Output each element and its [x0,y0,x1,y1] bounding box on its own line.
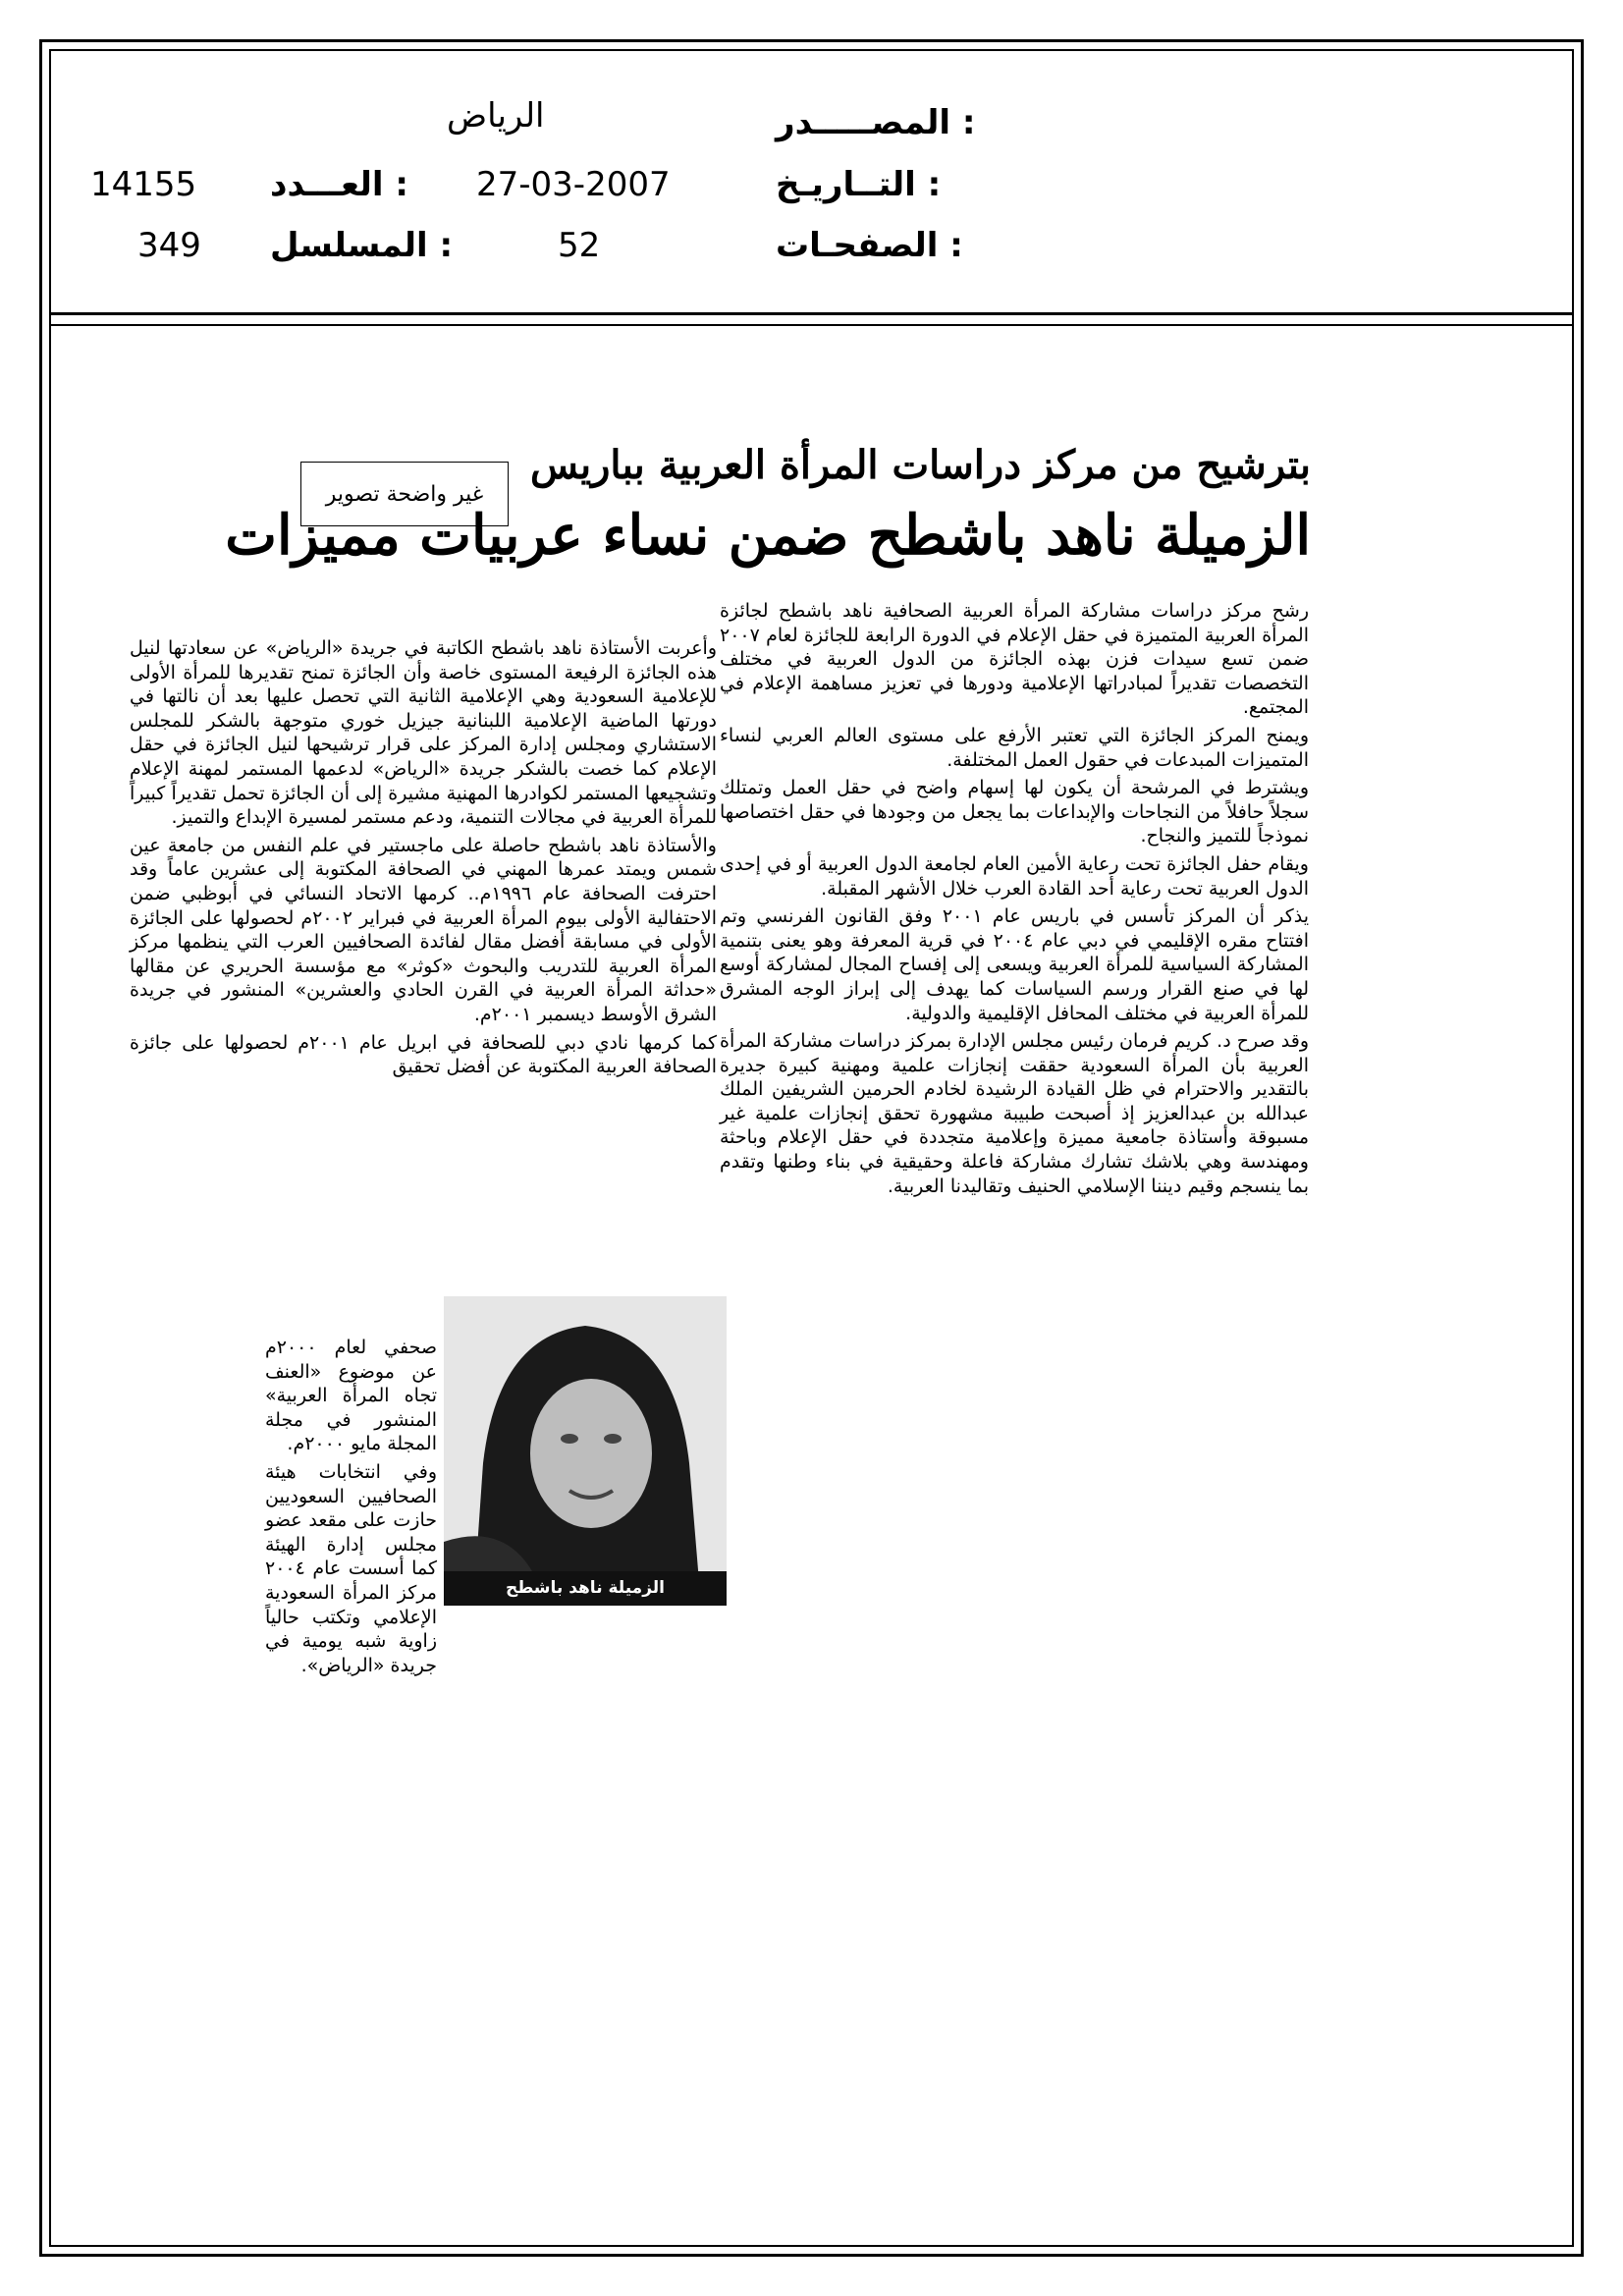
source-label: المصـــــدر : [776,103,976,142]
article-left-column [130,636,717,1083]
paragraph: وفي انتخابات هيئة الصحافيين السعوديين حازت على مقعد عضو مجلس إدارة الهيئة كما أسست عام ٢٠٠٤ مركز المرأة السعودية الإعلامي وتكتب حالياً زاوية شبه يومية في جريدة «الرياض». [265,1460,437,1676]
paragraph: كما كرمها نادي دبي للصحافة في ابريل عام ٢٠٠١م لحصولها على جائزة الصحافة العربية المكتوبة عن أفضل تحقيق [130,1031,717,1078]
date-label: التــاريـخ : [776,165,942,204]
paragraph: وأعربت الأستاذة ناهد باشطح الكاتبة في جريدة «الرياض» عن سعادتها لنيل هذه الجائزة الرفيعة المستوى خاصة وأن الجائزة تمنح تقديرها للمرأة الأولى للإعلامية السعودية وهي الإعلامية الثانية التي تحصل عليها بعد أن نالتها في دورتها الماضية الإعلامية اللبنانية جيزيل خوري متوجهة بالشكر للمجلس الاستشاري ومجلس إدارة المركز على قرار ترشيحها لنيل الجائزة في حقل الإعلام كما خصت بالشكر جريدة «الرياض» لدعمها المستمر لمهنة الإعلام وتشجيعها المستمر لكوادرها المهنية مشيرة إلى أن الجائزة تحمل تقديراً كبيراً للمرأة العربية في مجالات التنمية، ودعم مستمر لمسيرة الإبداع والتميز. [130,637,717,829]
pages-label: الصفحـات : [776,226,963,265]
date-value: 27-03-2007 [476,165,671,204]
photo-caption: الزميلة ناهد باشطح [505,1578,665,1598]
header-divider-inner [49,324,1574,326]
source-value: الرياض [447,96,545,136]
paragraph: ويشترط في المرشحة أن يكون لها إسهام واضح في حقل العمل وتمتلك سجلاً حافلاً من النجاحات والإبداعات بما يجعل من وجودها في حقل اختصاصها نموذجاً للتميز والنجاح. [720,777,1309,847]
issue-label: العـــدد : [270,165,409,204]
unclear-copy-stamp: غير واضحة تصوير [300,462,509,526]
portrait-photo [444,1296,727,1606]
paragraph: وقد صرح د. كريم فرمان رئيس مجلس الإدارة بمركز دراسات مشاركة المرأة العربية بأن المرأة السعودية حققت إنجازات علمية ومهنية كبيرة جديرة بالتقدير والاحترام في ظل القيادة الرشيدة لخادم الحرمين الشريفين الملك عبدالله بن عبدالعزيز إذ أصبحت طبيبة مشهورة تحقق إنجازات علمية غير مسبوقة وأستاذة جامعية مميزة وإعلامية متجددة في حقل الإعلام وباحثة ومهندسة وهي بلاشك تشارك مشاركة فاعلة وحقيقية في بناء وطنها وتقدم بما ينسجم وقيم ديننا الإسلامي الحنيف وتقاليدنا العربية. [720,1030,1309,1197]
paragraph: ويمنح المركز الجائزة التي تعتبر الأرفع على مستوى العالم العربي لنساء المتميزات المبدعات في حقول العمل المختلفة. [720,724,1309,771]
pages-value: 52 [558,226,601,265]
header-divider [49,312,1574,315]
paragraph: رشح مركز دراسات مشاركة المرأة العربية الصحافية ناهد باشطح لجائزة المرأة العربية المتميزة في حقل الإعلام في الدورة الرابعة للجائزة لعام ٢٠٠٧ ضمن تسع سيدات فزن بهذه الجائزة من الدول العربية في مختلف التخصصات تقديراً لمبادراتها الإعلامية ودورها في تعزيز مساهمة الإعلام في المجتمع. [720,600,1309,719]
serial-label: المسلسل : [270,226,454,265]
article-narrow-column [265,1336,437,1681]
article-subtitle: بترشيح من مركز دراسات المرأة العربية بباريس [529,442,1311,488]
article-right-column [720,599,1309,1202]
issue-value: 14155 [90,165,197,204]
paragraph: ويقام حفل الجائزة تحت رعاية الأمين العام لجامعة الدول العربية أو في إحدى الدول العربية تحت رعاية أحد القادة العرب خلال الأشهر المقبلة. [720,852,1309,900]
paragraph: يذكر أن المركز تأسس في باريس عام ٢٠٠١ وفق القانون الفرنسي وتم افتتاح مقره الإقليمي في دبي عام ٢٠٠٤ في قرية المعرفة وهو يعنى بتنمية المشاركة السياسية للمرأة العربية ويسعى إلى إفساح المجال لمشاركة أوسع لها في صنع القرار ورسم السياسات كما يهدف إلى إبراز الوجه المشرق للمرأة العربية في مختلف المحافل الإقليمية والدولية. [720,905,1310,1024]
portrait-image [444,1296,727,1606]
paragraph: صحفي لعام ٢٠٠٠م عن موضوع «العنف تجاه المرأة العربية» المنشور في مجلة المجلة مايو ٢٠٠٠م. [265,1337,437,1455]
article-headline: الزميلة ناهد باشطح ضمن نساء عربيات مميزات [225,503,1311,568]
paragraph: والأستاذة ناهد باشطح حاصلة على ماجستير في علم النفس من جامعة عين شمس ويمتد عمرها المهني في الصحافة المكتوبة إلى عشرين عاماً وقد احترفت الصحافة عام ١٩٩٦م.. كرمها الاتحاد النسائي في أبوظبي ضمن الاحتفالية الأولى بيوم المرأة العربية في فبراير ٢٠٠٢م لحصولها على الجائزة الأولى في مسابقة أفضل مقال لفائدة الصحافيين العرب التي ينظمها مركز المرأة العربية للتدريب والبحوث «كوثر» مع مؤسسة الحريري عن مقالها «حداثة المرأة العربية في القرن الحادي والعشرين» المنشور في جريدة الشرق الأوسط ديسمبر ٢٠٠١م. [130,834,717,1025]
serial-value: 349 [137,226,201,265]
